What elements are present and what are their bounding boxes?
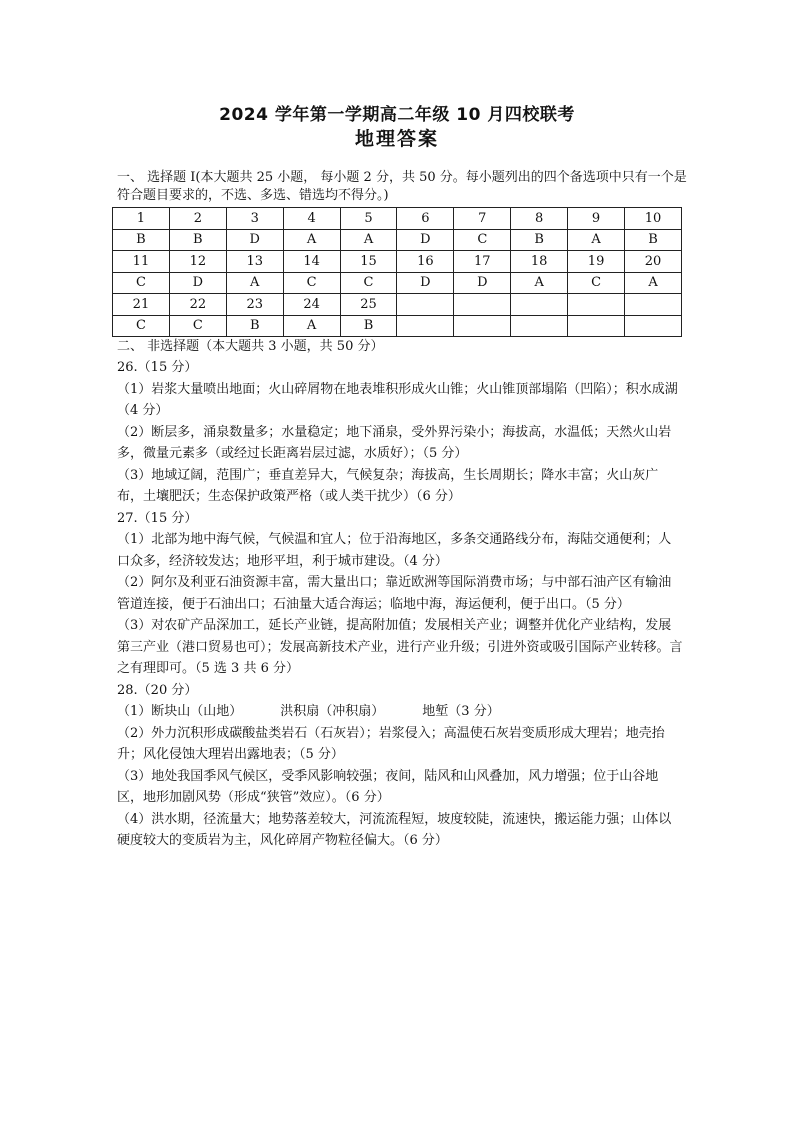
- question-number-cell: 7: [454, 208, 511, 230]
- question-number-cell: 23: [226, 294, 283, 316]
- question-number-cell: 13: [226, 251, 283, 273]
- answer-cell: A: [226, 272, 283, 294]
- question-number-cell: [511, 294, 568, 316]
- question-number-cell: 8: [511, 208, 568, 230]
- q28-answer-1-part2: 洪积扇（冲积扇）: [280, 704, 385, 719]
- answer-cell: B: [625, 229, 682, 251]
- question-number-cell: 11: [113, 251, 170, 273]
- q28-heading: 28.（20 分）: [117, 682, 198, 698]
- answer-cell: [511, 315, 568, 337]
- answer-cell: C: [169, 315, 226, 337]
- answer-cell: A: [340, 229, 397, 251]
- question-number-cell: 4: [283, 208, 340, 230]
- question-number-cell: 16: [397, 251, 454, 273]
- question-number-cell: 19: [568, 251, 625, 273]
- question-number-cell: [454, 294, 511, 316]
- free-response-answers: [117, 357, 683, 852]
- answer-cell: D: [397, 229, 454, 251]
- answer-cell: D: [454, 272, 511, 294]
- question-number-cell: 9: [568, 208, 625, 230]
- q26-answer-2: （2）断层多，涌泉数量多；水量稳定；地下涌泉，受外界污染小；海拔高，水温低；天然火山岩多，微量元素多（或经过长距离岩层过滤，水质好）；（5 分）: [117, 424, 672, 461]
- answer-cell: C: [454, 229, 511, 251]
- q27-answer-2: （2）阿尔及利亚石油资源丰富，需大量出口；靠近欧洲等国际消费市场；与中部石油产区有输油管道连接，便于石油出口；石油量大适合海运；临地中海，海运便利，便于出口。（5 分）: [117, 575, 672, 612]
- q28-answer-1: [117, 701, 683, 723]
- answer-cell: A: [283, 229, 340, 251]
- question-number-cell: 2: [169, 208, 226, 230]
- answer-cell: A: [283, 315, 340, 337]
- table-row-answers: [113, 315, 682, 337]
- answer-cell: C: [113, 315, 170, 337]
- question-number-cell: 22: [169, 294, 226, 316]
- answer-cell: B: [340, 315, 397, 337]
- answer-cell: C: [113, 272, 170, 294]
- exam-title: 2024 学年第一学期高二年级 10 月四校联考: [219, 105, 575, 125]
- answer-cell: [625, 315, 682, 337]
- table-row-question-numbers: [113, 251, 682, 273]
- q27-heading: 27.（15 分）: [117, 510, 198, 526]
- question-number-cell: 18: [511, 251, 568, 273]
- exam-subtitle: 地理答案: [354, 128, 439, 150]
- question-number-cell: 25: [340, 294, 397, 316]
- answer-cell: D: [397, 272, 454, 294]
- question-number-cell: [568, 294, 625, 316]
- question-number-cell: 17: [454, 251, 511, 273]
- question-number-cell: 6: [397, 208, 454, 230]
- answer-cell: [397, 315, 454, 337]
- q28-answer-4: （4）洪水期，径流量大；地势落差较大，河流流程短，坡度较陡，流速快，搬运能力强；山体以硬度较大的变质岩为主，风化碎屑产物粒径偏大。（6 分）: [117, 811, 672, 848]
- q28-answer-1-part3: 地堑（3 分）: [422, 704, 500, 719]
- answer-cell: B: [511, 229, 568, 251]
- answer-cell: C: [340, 272, 397, 294]
- answer-cell: B: [226, 315, 283, 337]
- answer-cell: D: [226, 229, 283, 251]
- section2-heading: 二、 非选择题（本大题共 3 小题，共 50 分）: [117, 339, 384, 354]
- answer-cell: C: [283, 272, 340, 294]
- q28-answer-1-part1: （1）断块山（山地）: [117, 704, 243, 719]
- question-number-cell: 14: [283, 251, 340, 273]
- answer-cell: B: [169, 229, 226, 251]
- answer-cell: B: [113, 229, 170, 251]
- section1-instructions: 一、 选择题 I(本大题共 25 小题， 每小题 2 分，共 50 分。每小题列出的四个备选项中只有一个是符合题目要求的，不选、多选、错选均不得分。): [117, 170, 687, 203]
- q28-answer-2: （2）外力沉积形成碳酸盐类岩石（石灰岩）；岩浆侵入；高温使石灰岩变质形成大理岩；地壳抬升；风化侵蚀大理岩出露地表；（5 分）: [117, 725, 665, 762]
- answer-cell: A: [625, 272, 682, 294]
- question-number-cell: 20: [625, 251, 682, 273]
- multiple-choice-answer-table: [112, 207, 682, 337]
- question-number-cell: 3: [226, 208, 283, 230]
- q28-answer-3: （3）地处我国季风气候区，受季风影响较强；夜间，陆风和山风叠加，风力增强；位于山谷地区，地形加剧风势（形成“狭管”效应）。（6 分）: [117, 768, 659, 805]
- question-number-cell: [625, 294, 682, 316]
- question-number-cell: 24: [283, 294, 340, 316]
- question-number-cell: 12: [169, 251, 226, 273]
- table-row-question-numbers: [113, 294, 682, 316]
- q27-answer-1: （1）北部为地中海气候，气候温和宜人；位于沿海地区，多条交通路线分布，海陆交通便利；人口众多，经济较发达；地形平坦，利于城市建设。（4 分）: [117, 532, 672, 569]
- table-row-answers: [113, 272, 682, 294]
- answer-cell: D: [169, 272, 226, 294]
- table-row-question-numbers: [113, 208, 682, 230]
- q26-heading: 26.（15 分）: [117, 360, 198, 375]
- question-number-cell: 15: [340, 251, 397, 273]
- answer-cell: A: [511, 272, 568, 294]
- q26-answer-1: （1）岩浆大量喷出地面；火山碎屑物在地表堆积形成火山锥；火山锥顶部塌陷（凹陷）；积水成湖（4 分）: [117, 381, 678, 418]
- q26-answer-3: （3）地域辽阔，范围广；垂直差异大，气候复杂；海拔高，生长周期长；降水丰富；火山灰广布，土壤肥沃；生态保护政策严格（或人类干扰少）（6 分）: [117, 467, 659, 504]
- answer-cell: [454, 315, 511, 337]
- table-row-answers: [113, 229, 682, 251]
- question-number-cell: 10: [625, 208, 682, 230]
- answer-cell: [568, 315, 625, 337]
- q27-answer-3: （3）对农矿产品深加工，延长产业链，提高附加值；发展相关产业；调整并优化产业结构，发展第三产业（港口贸易也可）；发展高新技术产业，进行产业升级；引进外资或吸引国际产业转移。言之有理即可。（5 选 3 共 6 分）: [117, 618, 683, 676]
- question-number-cell: 5: [340, 208, 397, 230]
- answer-cell: A: [568, 229, 625, 251]
- question-number-cell: [397, 294, 454, 316]
- question-number-cell: 21: [113, 294, 170, 316]
- question-number-cell: 1: [113, 208, 170, 230]
- answer-cell: C: [568, 272, 625, 294]
